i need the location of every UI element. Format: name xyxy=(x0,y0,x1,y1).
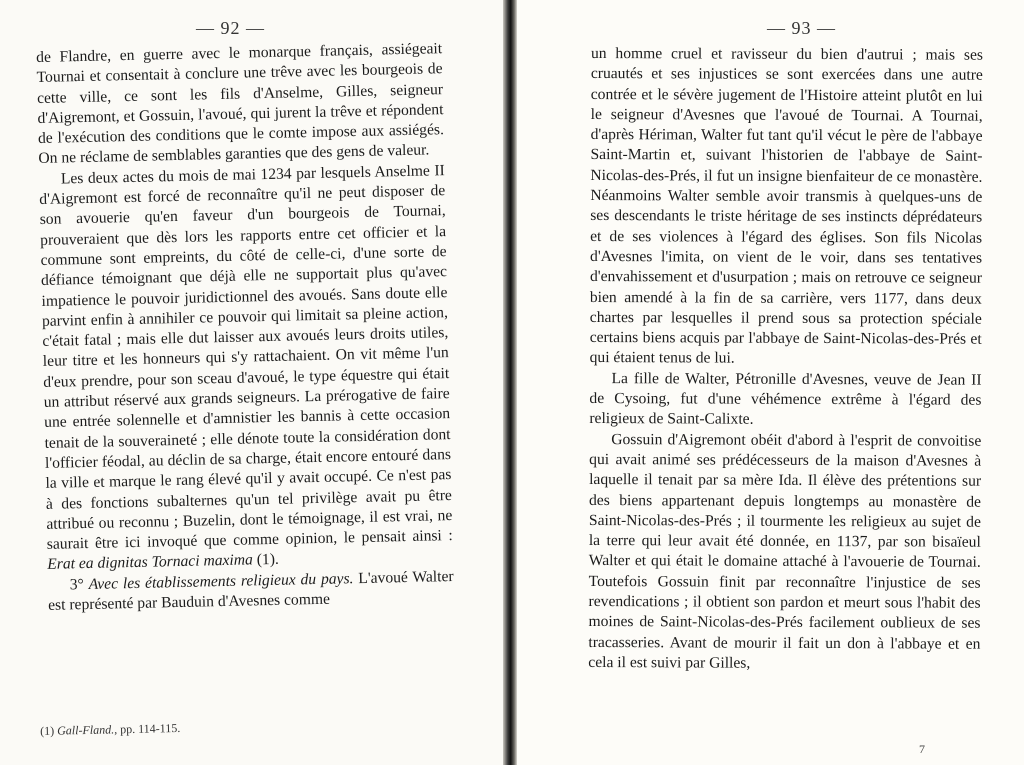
footnote-pages: , pp. 114-115. xyxy=(113,720,181,737)
quote-footnote-ref: (1). xyxy=(256,551,280,569)
right-page xyxy=(517,0,1024,765)
footnote-source: Gall-Fland. xyxy=(56,722,115,738)
footnote-mark: (1) xyxy=(40,723,55,738)
section-number: 3° xyxy=(69,575,84,594)
left-page xyxy=(0,0,503,765)
latin-quote: Erat ea dignitas Tornaci maxima xyxy=(47,551,254,574)
section-title: Avec les établissements religieux du pays. xyxy=(88,569,354,593)
right-paragraph-2: La fille de Walter, Pétronille d'Avesnes, veuve de Jean II de Cysoing, fut d'une véhémence extrême à l'égard des religieux de Saint-Calixte. xyxy=(589,369,982,429)
right-page-body xyxy=(588,44,983,675)
left-paragraph-1: de Flandre, en guerre avec le monarque français, assiégeait Tournai et consentait à conclure une trêve avec les bourgeois de cette ville, ce sont les fils d'Anselme, Gilles, seigneur d'Aigremont, et Gossuin, l'avoué, qui jurent la trêve et répondent de l'exécution des conditions que le comte impose aux assiégés. On ne réclame de semblables garanties que des gens de valeur. xyxy=(36,40,445,168)
signature-mark: 7 xyxy=(919,742,925,756)
book-gutter xyxy=(503,0,517,765)
left-page-body xyxy=(36,39,454,616)
section-text: L'avoué Walter est représenté par Bauduin d'Avesnes comme xyxy=(47,567,454,614)
left-paragraph-3 xyxy=(48,567,455,616)
footnote xyxy=(40,721,180,739)
right-paragraph-3: Gossuin d'Aigremont obéit d'abord à l'esprit de convoitise qui avait animé ses prédécesseurs de la maison d'Avesnes à laquelle il tenait par sa mère Ida. Il élève des prétentions sur des biens appartenant depuis longtemps au monastère de Saint-Nicolas-des-Prés ; il tourmente les religieux au sujet de la terre qui leur avait été donnée, en 1137, par son bisaïeul Walter et qui était le domaine attaché à l'avouerie de Tournai. Toutefois Gossuin finit par reconnaître l'injustice de ses revendications ; il obtient son pardon et meurt sous l'habit des moines de Saint-Nicolas-des-Prés facilement oublieux de ses tracasseries. Avant de mourir il fait un don à l'abbaye et en cela il est suivi par Gilles, xyxy=(588,430,982,672)
right-page-number: — 93 — xyxy=(767,18,836,38)
left-paragraph-2 xyxy=(39,161,454,576)
left-paragraph-2-text: Les deux actes du mois de mai 1234 par lesquels Anselme II d'Aigremont est forcé de reconnaître qu'il ne peut disposer de son avouerie qu'en faveur d'un bourgeois de Tournai, prouveraient que dès lors les rapports entre cet officier et la commune sont empreints, du côté de celle-ci, d'une sorte de défiance témoignant que déjà elle ne supportait plus qu'avec impatience le pouvoir juridictionnel des avoués. Sans doute elle parvint enfin à annihiler ce pouvoir qui limitait sa pleine action, c'était fatal ; mais elle dut laisser aux avoués leurs droits utiles, leur titre et les honneurs qui s'y rattachaient. On vit même l'un d'eux prendre, pour son sceau d'avoué, le type équestre qui était un attribut réservé aux grands seigneurs. La prérogative de faire une entrée solennelle et d'amnistier les bannis à cette occasion tenait de la souveraineté ; elle dénote toute la considération dont l'officier féodal, au déclin de sa charge, était encore entouré dans la ville et marque le rang élevé qu'il y avait occupé. Ce n'est pas à des fonctions subalternes qu'un tel privilège avait pu être attribué ou reconnu ; Buzelin, dont le témoignage, il est vrai, ne saurait être ici invoqué que comme opinion, le pensait ainsi : xyxy=(39,161,453,554)
right-paragraph-1: un homme cruel et ravisseur du bien d'autrui ; mais ses cruautés et ses injustices se sont exercées dans une autre contrée et le sévère jugement de l'Histoire atteint plutôt en lui le seigneur d'Avesnes que l'avoué de Tournai. A Tournai, d'après Hériman, Walter fut tant qu'il vécut le père de l'abbaye Saint-Martin et, suivant l'historien de l'abbaye de Saint-Nicolas-des-Prés, il fut un insigne bienfaiteur de ce monastère. Néanmoins Walter semble avoir transmis à quelques-uns de ses descendants le triste héritage de ses instincts déprédateurs et de ses violences à l'égard des églises. Son fils Nicolas d'Avesnes l'imita, on vient de le voir, dans ses tentatives d'envahissement et d'usurpation ; mais on retrouve ce seigneur bien amendé à la fin de sa carrière, vers 1177, dans deux chartes par lesquelles il prend sous sa protection spéciale certains biens acquis par l'abbaye de Saint-Nicolas-des-Prés et qui étaient tenus de lui. xyxy=(589,44,983,368)
left-page-number: — 92 — xyxy=(196,18,265,38)
